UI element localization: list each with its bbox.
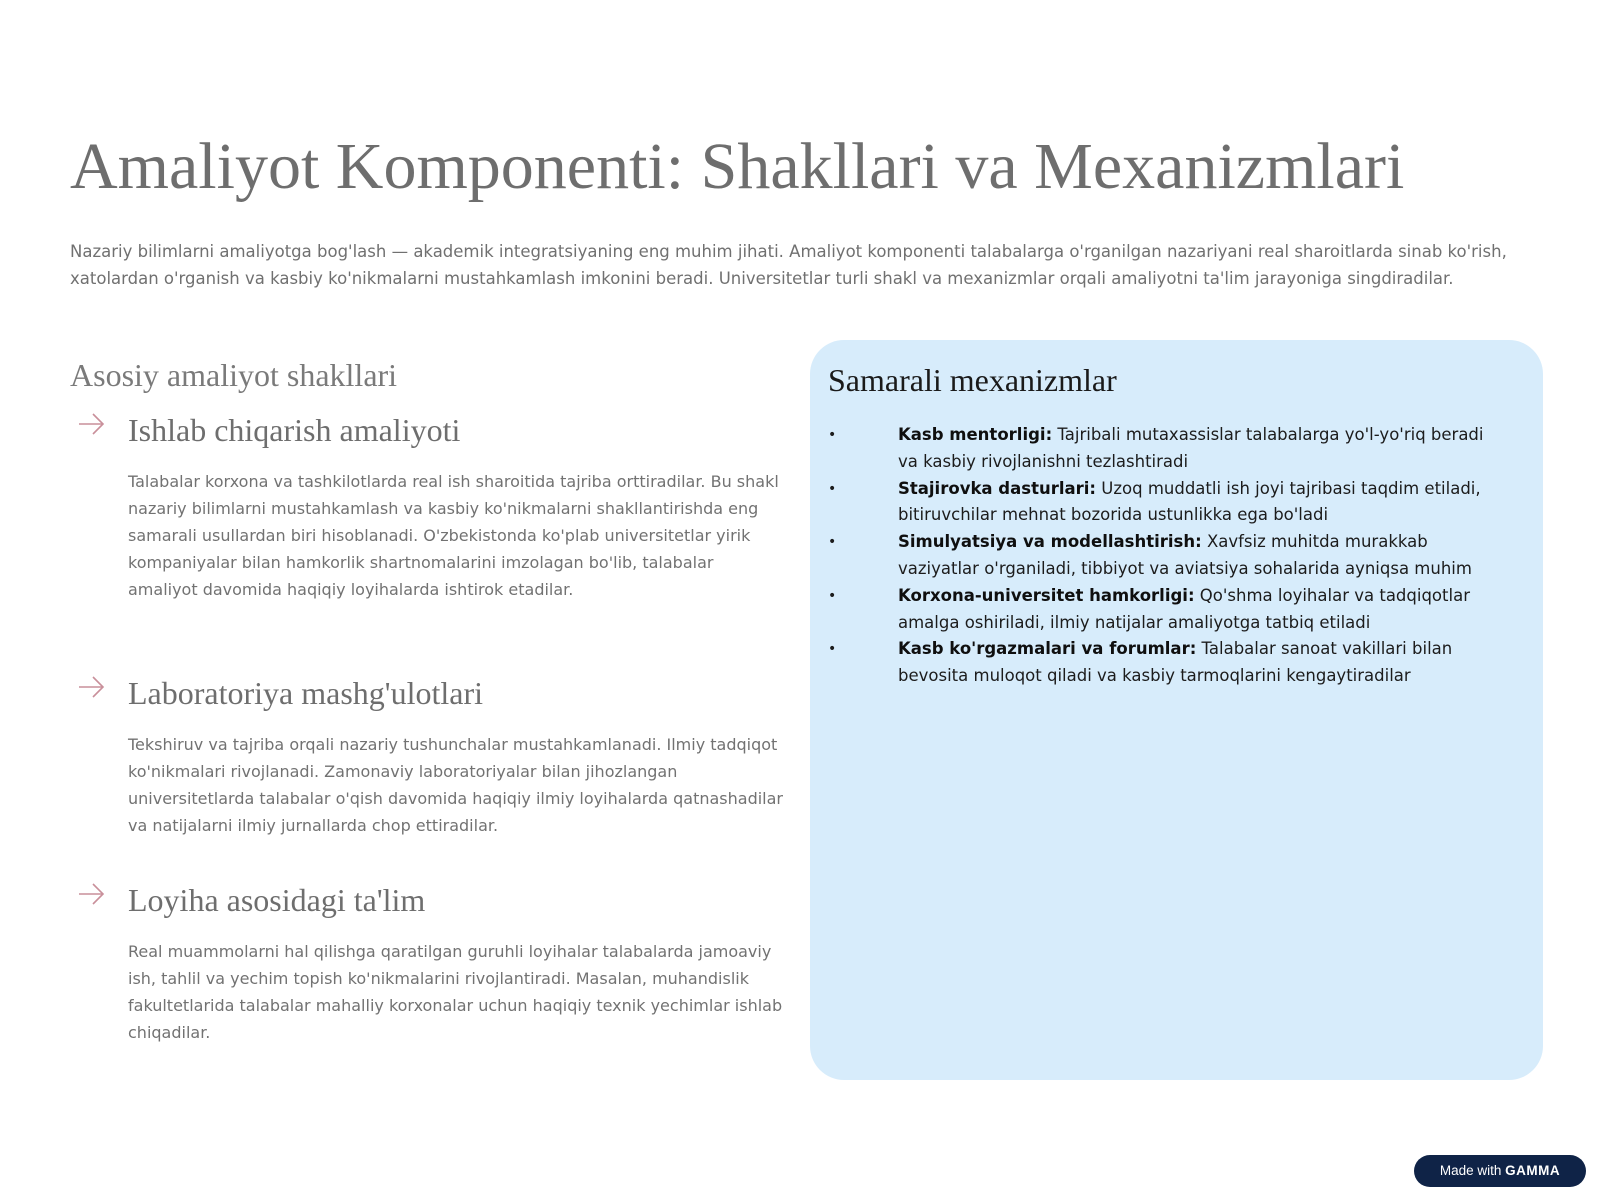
page-title: Amaliyot Komponenti: Shakllari va Mexanizmlari <box>70 130 1405 203</box>
mechanism-term: Stajirovka dasturlari: <box>898 478 1097 498</box>
badge-prefix: Made with <box>1439 1163 1506 1178</box>
mechanism-text: Tajribali mutaxassislar talabalarga yo'l-yo'riq beradi va kasbiy rivojlanishni tezlashtiradi <box>898 425 1484 471</box>
mechanisms-panel <box>810 340 1543 1080</box>
practice-item-body: Real muammolarni hal qilishga qaratilgan guruhli loyihalar talabalarda jamoaviy ish, tahlil va yechim topish ko'nikmalarini rivojlantiradi. Masalan, muhandislik fakultetlarida talabalar mahalliy korxonalar uchun haqiqiy texnik yechimlar ishlab chiqadilar. <box>128 942 783 1042</box>
bullet-icon: • <box>828 641 837 658</box>
mechanism-text: Xavfsiz muhitda murakkab vaziyatlar o'rganiladi, tibbiyot va aviatsiya sohalarida ayniqsa muhim <box>898 532 1472 578</box>
mechanisms-heading: Samarali mexanizmlar <box>828 362 1117 398</box>
mechanism-item <box>828 529 1508 583</box>
gamma-logo: GAMMA <box>1505 1163 1561 1178</box>
mechanism-term: Kasb mentorligi: <box>898 425 1053 444</box>
arrow-right-icon <box>76 410 108 442</box>
mechanisms-list <box>828 422 1508 690</box>
mechanism-item <box>828 476 1508 530</box>
practice-item-title: Loyiha asosidagi ta'lim <box>128 882 426 918</box>
practice-item-title: Ishlab chiqarish amaliyoti <box>128 412 461 448</box>
practice-forms-heading: Asosiy amaliyot shakllari <box>70 357 398 393</box>
intro-paragraph: Nazariy bilimlarni amaliyotga bog'lash — akademik integratsiyaning eng muhim jihati. Amaliyot komponenti talabalarga o'rganilgan nazariyani real sharoitlarda sinab ko'rish, xatolardan o'rganish va kasbiy ko'nikmalarni mustahkamlash imkonini beradi. Universitetlar turli shakl va mexanizmlar orqali amaliyotni ta'lim jarayoniga singdiradilar. <box>70 242 1507 288</box>
arrow-right-icon <box>76 673 108 705</box>
mechanism-text: Talabalar sanoat vakillari bilan bevosita muloqot qiladi va kasbiy tarmoqlarini kengaytiradilar <box>898 639 1453 686</box>
mechanism-text: Uzoq muddatli ish joyi tajribasi taqdim etiladi, bitiruvchilar mehnat bozorida ustunlikka ega bo'ladi <box>898 478 1481 525</box>
mechanism-item <box>828 422 1508 476</box>
mechanism-text: Qo'shma loyihalar va tadqiqotlar amalga oshiriladi, ilmiy natijalar amaliyotga tatbiq etiladi <box>898 585 1470 632</box>
made-with-gamma-badge[interactable] <box>1414 1155 1586 1187</box>
bullet-icon: • <box>828 427 837 443</box>
practice-item-body: Talabalar korxona va tashkilotlarda real ish sharoitida tajriba orttiradilar. Bu shakl nazariy bilimlarni mustahkamlash va kasbiy ko'nikmalarni shakllantirishda eng samarali usullardan biri hisoblanadi. O'zbekistonda ko'plab universitetlar yirik kompaniyalar bilan hamkorlik shartnomalarini imzolagan bo'lib, talabalar amaliyot davomida haqiqiy loyihalarda ishtirok etadilar. <box>128 472 779 599</box>
bullet-icon: • <box>828 587 837 604</box>
practice-item-body: Tekshiruv va tajriba orqali nazariy tushunchalar mustahkamlanadi. Ilmiy tadqiqot ko'nikmalari rivojlanadi. Zamonaviy laboratoriyalar bilan jihozlangan universitetlarda talabalar o'qish davomida haqiqiy ilmiy loyihalarda qatnashadilar va natijalarni ilmiy jurnallarda chop ettiradilar. <box>128 735 783 835</box>
bullet-icon: • <box>828 480 837 497</box>
mechanism-item <box>828 583 1508 637</box>
practice-item-title: Laboratoriya mashg'ulotlari <box>128 675 483 711</box>
bullet-icon: • <box>828 534 837 551</box>
practice-forms-section <box>70 355 785 1042</box>
mechanism-item <box>828 636 1508 690</box>
arrow-right-icon <box>76 880 108 912</box>
mechanism-term: Kasb ko'rgazmalari va forumlar: <box>898 639 1197 659</box>
mechanism-term: Korxona-universitet hamkorligi: <box>898 585 1195 605</box>
mechanism-term: Simulyatsiya va modellashtirish: <box>898 532 1202 552</box>
